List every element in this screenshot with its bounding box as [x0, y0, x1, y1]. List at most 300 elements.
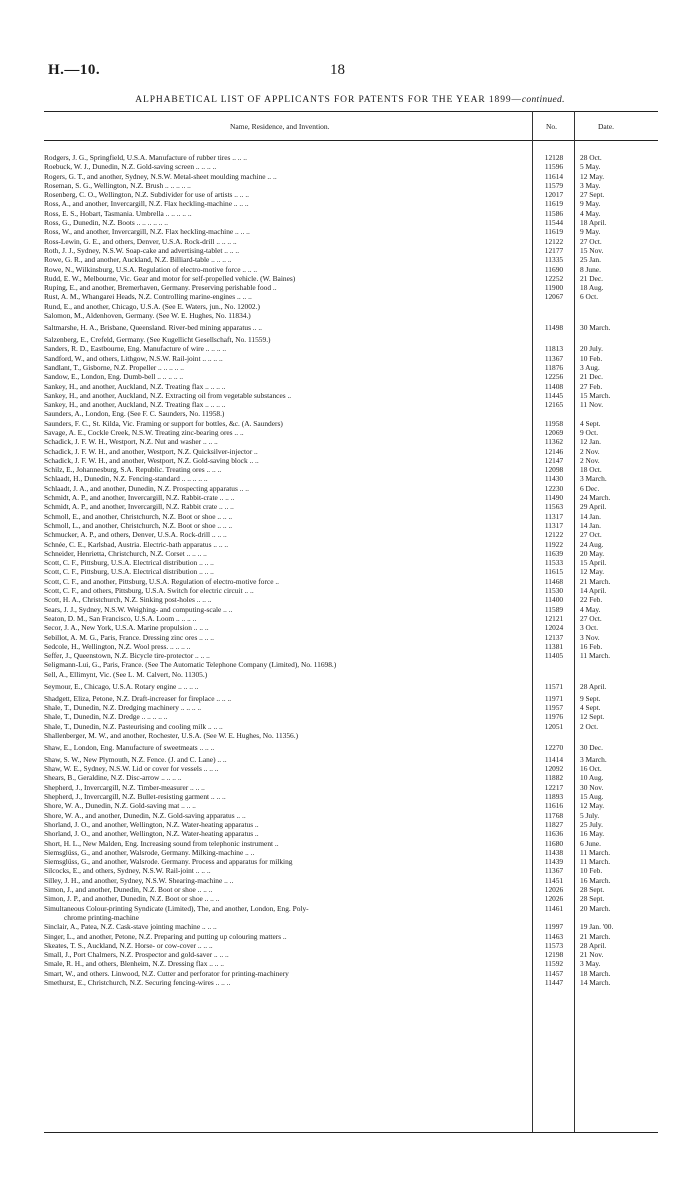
column-header-date: Date.	[598, 122, 615, 131]
list-item	[0, 623, 700, 632]
patent-number: 11438	[544, 847, 564, 857]
application-date: 3 Aug.	[580, 362, 600, 372]
applicant-entry: Sandlant, T., Gisborne, N.Z. Propeller .. .. .. .. ..	[44, 362, 184, 372]
patent-number: 12024	[544, 623, 564, 633]
list-item	[0, 190, 700, 199]
patent-number: 12128	[544, 153, 564, 162]
applicant-entry: Schlaadt, J. A., and another, Dunedin, N.Z. Prospecting apparatus .. ..	[44, 483, 249, 493]
list-item	[0, 670, 700, 679]
application-date: 4 Sept.	[580, 418, 601, 428]
applicant-entry: Small, J., Port Chalmers, N.Z. Prospector and gold-saver .. .. ..	[44, 950, 229, 960]
patent-number: 11893	[544, 792, 564, 802]
applicant-entry: Rowe, G. R., and another, Auckland, N.Z. Billiard-table .. .. .. ..	[44, 255, 232, 265]
applicant-entry: Schadick, J. F. W. H., and another, Westport, N.Z. Gold-saving block .. ..	[44, 455, 259, 465]
patent-number: 11813	[544, 344, 564, 354]
list-item	[0, 820, 700, 829]
applicant-entry: Siemsglüss, G., and another, Walsrode, Germany. Milking-machine .. ..	[44, 847, 255, 857]
patent-number: 11445	[544, 390, 564, 400]
list-item	[0, 311, 700, 320]
list-item	[0, 199, 700, 208]
list-item	[0, 153, 700, 162]
list-item	[0, 801, 700, 810]
patent-number: 11317	[544, 520, 564, 530]
header-rule	[44, 140, 658, 141]
patent-number: 11997	[544, 922, 564, 932]
applicant-entry: Smale, R. H., and others, Blenheim, N.Z. Dressing flax .. .. ..	[44, 959, 225, 969]
patent-number: 12217	[544, 782, 564, 792]
list-item	[0, 344, 700, 353]
applicant-entry: Schilz, E., Johannesburg, S.A. Republic. Treating ores .. .. ..	[44, 465, 222, 475]
patent-number: 11768	[544, 810, 564, 820]
list-title	[0, 95, 700, 105]
application-date: 25 Jan.	[580, 255, 601, 265]
application-date: 16 Oct.	[580, 764, 602, 774]
application-date: 28 Oct.	[580, 153, 602, 162]
patent-number: 11533	[544, 558, 564, 568]
applicant-entry: Ross, E. S., Hobart, Tasmania. Umbrella .. .. .. .. ..	[44, 208, 192, 218]
list-item	[0, 354, 700, 363]
list-item	[0, 292, 700, 301]
application-date: 12 Sept.	[580, 712, 605, 722]
list-item	[0, 586, 700, 595]
applicant-entry: Shears, B., Geraldine, N.Z. Disc-arrow .. .. .. ..	[44, 773, 182, 783]
application-date: 20 July.	[580, 344, 603, 354]
application-date: 2 Nov.	[580, 455, 600, 465]
application-date: 3 March.	[580, 754, 607, 764]
list-item	[0, 465, 700, 474]
application-date: 12 May.	[580, 171, 605, 181]
patent-number: 12256	[544, 372, 564, 382]
list-item	[0, 456, 700, 465]
applicant-entry: Savage, A. E., Cockle Creek, N.S.W. Treating zinc-bearing ores .. ..	[44, 428, 244, 437]
application-date: 15 March.	[580, 390, 611, 400]
patent-number: 11616	[544, 801, 564, 811]
applicant-entry: Schmoll, E., and another, Christchurch, N.Z. Boot or shoe .. .. ..	[44, 511, 233, 521]
patent-number: 11468	[544, 576, 564, 586]
patent-number: 11900	[544, 283, 564, 293]
list-item	[0, 162, 700, 171]
applicant-entry: Sandow, E., London, Eng. Dumb-bell .. .. .. .. ..	[44, 372, 184, 382]
applicant-entry: Sell, A., Ellimynt, Vic. (See L. M. Calvert, No. 11305.)	[44, 669, 208, 679]
applicant-entry: Roseman, S. G., Wellington, N.Z. Brush .. .. .. .. ..	[44, 180, 191, 190]
application-date: 15 April.	[580, 558, 607, 568]
patent-number: 11636	[544, 829, 564, 839]
list-item	[0, 227, 700, 236]
applicant-entry: Ross, A., and another, Invercargill, N.Z. Flax heckling-machine .. .. ..	[44, 199, 249, 209]
list-item	[0, 605, 700, 614]
applicant-entry: Shorland, J. O., and another, Wellington, N.Z. Water-heating apparatus ..	[44, 829, 259, 839]
application-date: 15 Aug.	[580, 792, 604, 802]
patent-number: 11690	[544, 264, 564, 274]
patent-number: 11447	[544, 978, 564, 987]
list-item	[0, 382, 700, 391]
patent-number: 11614	[544, 171, 564, 181]
patent-number: 12122	[544, 236, 564, 246]
patent-number: 12026	[544, 894, 564, 904]
column-header-no: No.	[546, 122, 558, 131]
applicant-entry: Scott, C. F., Pittsburg, U.S.A. Electrical distribution .. .. ..	[44, 567, 214, 577]
patent-number: 11615	[544, 567, 564, 577]
list-item	[0, 246, 700, 255]
application-date: 30 March.	[580, 323, 611, 333]
list-item	[0, 521, 700, 530]
applicant-entry: Sankey, H., and another, Auckland, N.Z. Treating flax .. .. .. ..	[44, 400, 226, 410]
list-item	[0, 502, 700, 511]
patent-number: 12137	[544, 632, 564, 642]
patent-number: 11451	[544, 875, 564, 885]
application-date: 6 Oct.	[580, 292, 599, 302]
top-rule	[44, 111, 658, 112]
list-item	[0, 712, 700, 721]
applicant-entry: Sears, J. J., Sydney, N.S.W. Weighing- and computing-scale .. ..	[44, 604, 233, 614]
patent-number: 11958	[544, 418, 564, 428]
applicant-entry: Short, H. L., New Malden, Eng. Increasing sound from telephonic instrument ..	[44, 838, 279, 848]
list-item	[0, 595, 700, 604]
column-header-name: Name, Residence, and Invention.	[230, 122, 330, 131]
list-item	[0, 540, 700, 549]
patent-number: 11544	[544, 218, 564, 228]
patent-number: 11367	[544, 866, 564, 876]
applicant-entry: Saunders, F. C., St. Kilda, Vic. Framing or support for bottles, &c. (A. Saunders)	[44, 418, 283, 428]
list-item	[0, 642, 700, 651]
applicant-entry: Smart, W., and others. Linwood, N.Z. Cutter and perforator for printing-machinery	[44, 968, 289, 978]
list-item	[0, 679, 700, 694]
application-date: 14 March.	[580, 978, 611, 987]
application-date: 6 Dec.	[580, 483, 600, 493]
list-item	[0, 740, 700, 755]
patent-number: 11586	[544, 208, 564, 218]
applicant-entry: Seligmann-Lui, G., Paris, France. (See The Automatic Telephone Company (Limited), No. 11698.)	[44, 660, 337, 670]
list-item	[0, 181, 700, 190]
application-date: 4 May.	[580, 604, 601, 614]
application-date: 6 June.	[580, 838, 601, 848]
application-date: 14 Jan.	[580, 520, 601, 530]
applicant-entry: Shaw, S. W., New Plymouth, N.Z. Fence. (J. and C. Lane) .. ..	[44, 754, 227, 764]
application-date: 27 Feb.	[580, 381, 603, 391]
list-item	[0, 567, 700, 576]
patent-number: 11457	[544, 968, 564, 978]
application-date: 28 Sept.	[580, 894, 605, 904]
applicant-entry: Sedcole, H., Wellington, N.Z. Wool press. .. .. .. ..	[44, 641, 191, 651]
application-date: 24 Aug.	[580, 539, 604, 549]
applicant-entry: Roth, J. J., Sydney, N.S.W. Soap-cake and advertising-tablet .. .. ..	[44, 245, 240, 255]
list-item	[0, 660, 700, 669]
applicant-entry: Schmidt, A. P., and another, Invercargill, N.Z. Rabbit crate .. .. ..	[44, 502, 234, 512]
patent-number: 11976	[544, 712, 564, 722]
application-date: 21 Dec.	[580, 372, 603, 382]
applicant-entry: Shale, T., Dunedin, N.Z. Dredge .. .. .. .. ..	[44, 712, 168, 722]
application-date: 28 Sept.	[580, 885, 605, 895]
applicant-entry: Sinclair, A., Patea, N.Z. Cask-stave jointing machine .. .. ..	[44, 922, 217, 932]
applicant-list	[0, 153, 700, 987]
list-item	[0, 549, 700, 558]
application-date: 12 May.	[580, 801, 605, 811]
list-item	[0, 474, 700, 483]
application-date: 5 July.	[580, 810, 600, 820]
applicant-entry: Seffer, J., Queenstown, N.Z. Bicycle tire-protector .. .. ..	[44, 651, 210, 661]
list-item	[0, 773, 700, 782]
list-item	[0, 614, 700, 623]
applicant-entry: Rowe, N., Wilkinsburg, U.S.A. Regulation of electro-motive force .. .. ..	[44, 264, 258, 274]
patent-number: 11827	[544, 819, 564, 829]
applicant-entry: Schnée, C. E., Karlsbad, Austria. Electric-bath apparatus .. .. ..	[44, 539, 229, 549]
applicant-entry: Scott, C. F., and others, Pittsburg, U.S.A. Switch for electric circuit .. ..	[44, 586, 254, 596]
patent-number: 11400	[544, 595, 564, 605]
applicant-entry: Simultaneous Colour-printing Syndicate (Limited), The, and another, London, Eng. Poly-	[44, 903, 309, 913]
list-item	[0, 722, 700, 731]
patent-number: 12121	[544, 613, 564, 623]
applicant-entry: Secor, J. A., New York, U.S.A. Marine propulsion .. .. ..	[44, 623, 209, 633]
list-item	[0, 320, 700, 335]
application-date: 18 Oct.	[580, 465, 602, 475]
list-item	[0, 255, 700, 264]
list-item	[0, 950, 700, 959]
applicant-entry: Smethurst, E., Christchurch, N.Z. Securing fencing-wires .. .. ..	[44, 978, 231, 987]
patent-number: 12270	[544, 742, 564, 752]
applicant-entry: Roebuck, W. J., Dunedin, N.Z. Gold-saving screen .. .. .. ..	[44, 162, 217, 172]
application-date: 10 Feb.	[580, 866, 603, 876]
application-date: 3 March.	[580, 474, 607, 484]
list-item	[0, 633, 700, 642]
applicant-entry: Ross, W., and another, Invercargill, N.Z. Flax heckling-machine .. .. ..	[44, 227, 250, 237]
list-item	[0, 391, 700, 400]
application-date: 20 March.	[580, 903, 611, 913]
applicant-entry: Seaton, D. M., San Francisco, U.S.A. Loom .. .. .. ..	[44, 613, 197, 623]
application-date: 24 March.	[580, 493, 611, 503]
patent-number: 11439	[544, 857, 564, 867]
patent-number: 12122	[544, 530, 564, 540]
list-item	[0, 857, 700, 866]
list-item	[0, 209, 700, 218]
application-date: 21 March.	[580, 576, 611, 586]
application-date: 21 Dec.	[580, 273, 603, 283]
list-item	[0, 904, 700, 913]
list-item	[0, 558, 700, 567]
applicant-entry: Sankey, H., and another, Auckland, N.Z. Treating flax .. .. .. ..	[44, 381, 226, 391]
patent-number: 11563	[544, 502, 564, 512]
patent-number: 11639	[544, 548, 564, 558]
applicant-entry: Scott, C. F., and another, Pittsburg, U.S.A. Regulation of electro-motive force ..	[44, 576, 280, 586]
application-date: 16 Feb.	[580, 641, 603, 651]
list-item	[0, 512, 700, 521]
list-item	[0, 731, 700, 740]
list-item	[0, 265, 700, 274]
patent-number: 12198	[544, 950, 564, 960]
application-date: 3 May.	[580, 180, 601, 190]
application-date: 9 Sept.	[580, 693, 601, 703]
applicant-entry: chrome printing-machine	[64, 912, 139, 922]
applicant-entry: Shaw, W. E., Sydney, N.S.W. Lid or cover for vessels .. .. ..	[44, 764, 219, 774]
patent-number: 11317	[544, 511, 564, 521]
application-date: 15 Nov.	[580, 245, 604, 255]
patent-number: 12069	[544, 428, 564, 437]
application-date: 9 Oct.	[580, 428, 599, 437]
application-date: 16 May.	[580, 829, 605, 839]
application-date: 22 Feb.	[580, 595, 603, 605]
application-date: 27 Sept.	[580, 190, 605, 200]
list-item	[0, 703, 700, 712]
applicant-entry: Schmidt, A. P., and another, Invercargill, N.Z. Rabbit-crate .. .. ..	[44, 493, 235, 503]
application-date: 19 Jan. '00.	[580, 922, 614, 932]
patent-number: 11461	[544, 903, 564, 913]
application-date: 14 Jan.	[580, 511, 601, 521]
applicant-entry: Shorland, J. O., and another, Wellington, N.Z. Water-heating apparatus ..	[44, 819, 259, 829]
list-item	[0, 885, 700, 894]
bottom-rule	[44, 1132, 658, 1133]
list-item	[0, 372, 700, 381]
application-date: 28 April.	[580, 681, 607, 691]
patent-number: 12177	[544, 245, 564, 255]
application-date: 11 March.	[580, 651, 611, 661]
patent-number: 11882	[544, 773, 564, 783]
patent-number: 12252	[544, 273, 564, 283]
application-date: 5 May.	[580, 162, 601, 172]
application-date: 4 May.	[580, 208, 601, 218]
list-item	[0, 694, 700, 703]
patent-number: 11573	[544, 940, 564, 950]
patent-number: 11680	[544, 838, 564, 848]
applicant-entry: Saunders, A., London, Eng. (See F. C. Saunders, No. 11958.)	[44, 409, 225, 419]
application-date: 27 Oct.	[580, 530, 602, 540]
application-date: 29 April.	[580, 502, 607, 512]
applicant-entry: Shallenberger, M. W., and another, Rochester, U.S.A. (See W. E. Hughes, No. 11356.)	[44, 730, 299, 740]
list-item	[0, 283, 700, 292]
page-header-left: H.—10.	[48, 62, 101, 78]
list-item	[0, 764, 700, 773]
list-title-main: ALPHABETICAL LIST OF APPLICANTS FOR PATENTS FOR THE YEAR 1899—	[135, 95, 522, 105]
list-item	[0, 922, 700, 931]
application-date: 2 Nov.	[580, 446, 600, 456]
application-date: 8 June.	[580, 264, 601, 274]
applicant-entry: Ross, G., Dunedin, N.Z. Boots .. .. .. .. .. ..	[44, 218, 169, 228]
application-date: 3 Oct.	[580, 623, 599, 633]
application-date: 27 Oct.	[580, 613, 602, 623]
application-date: 12 Jan.	[580, 437, 601, 447]
patent-number: 12026	[544, 885, 564, 895]
patent-number: 12051	[544, 721, 564, 731]
application-date: 11 Nov.	[580, 400, 604, 410]
list-item	[0, 932, 700, 941]
patent-number: 11414	[544, 754, 564, 764]
patent-number: 11596	[544, 162, 564, 172]
patent-number: 12017	[544, 190, 564, 200]
patent-number: 11619	[544, 199, 564, 209]
applicant-entry: Shepherd, J., Invercargill, N.Z. Timber-measurer .. .. ..	[44, 782, 205, 792]
applicant-entry: Salomon, M., Aldenhoven, Germany. (See W. E. Hughes, No. 11834.)	[44, 311, 251, 321]
list-item	[0, 913, 700, 922]
application-date: 12 May.	[580, 567, 605, 577]
list-item	[0, 419, 700, 428]
list-item	[0, 839, 700, 848]
application-date: 11 March.	[580, 847, 611, 857]
patent-number: 11876	[544, 362, 564, 372]
list-item	[0, 894, 700, 903]
applicant-entry: Schadick, J. F. W. H., Westport, N.Z. Nut and washer .. .. ..	[44, 437, 218, 447]
list-title-suffix: continued.	[521, 95, 565, 105]
application-date: 16 March.	[580, 875, 611, 885]
applicant-entry: Shale, T., Dunedin, N.Z. Dredging machinery .. .. .. ..	[44, 703, 202, 712]
applicant-entry: Rund, E., and another, Chicago, U.S.A. (See E. Waters, jun., No. 12002.)	[44, 301, 260, 311]
applicant-entry: Saltmarshe, H. A., Brisbane, Queensland. River-bed mining apparatus .. ..	[44, 323, 263, 333]
applicant-entry: Schneider, Henrietta, Christchurch, N.Z. Corset .. .. .. ..	[44, 548, 207, 558]
list-item	[0, 941, 700, 950]
patent-number: 11571	[544, 681, 564, 691]
list-item	[0, 363, 700, 372]
applicant-entry: Sandford, W., and others, Lithgow, N.S.W. Rail-joint .. .. .. ..	[44, 353, 223, 363]
list-item	[0, 792, 700, 801]
patent-number: 11957	[544, 703, 564, 712]
list-item	[0, 876, 700, 885]
applicant-entry: Rosenberg, C. O., Wellington, N.Z. Subdivider for use of artists .. .. ..	[44, 190, 250, 200]
list-item	[0, 400, 700, 409]
applicant-entry: Rudd, E. W., Melbourne, Vic. Gear and motor for self-propelled vehicle. (W. Baines)	[44, 273, 296, 283]
patent-number: 11922	[544, 539, 564, 549]
patent-number: 11619	[544, 227, 564, 237]
list-item	[0, 335, 700, 344]
list-item	[0, 237, 700, 246]
application-date: 30 Dec.	[580, 742, 603, 752]
application-date: 21 March.	[580, 931, 611, 941]
applicant-entry: Schmoll, L., and another, Christchurch, N.Z. Boot or shoe .. .. ..	[44, 520, 233, 530]
application-date: 18 March.	[580, 968, 611, 978]
applicant-entry: Shale, T., Dunedin, N.Z. Pasteurising and cooling milk .. .. ..	[44, 721, 223, 731]
list-item	[0, 493, 700, 502]
patent-number: 12067	[544, 292, 564, 302]
applicant-entry: Simon, J. P., and another, Dunedin, N.Z. Boot or shoe .. .. ..	[44, 894, 220, 904]
patent-number: 12092	[544, 764, 564, 774]
patent-number: 11498	[544, 323, 564, 333]
patent-number: 11463	[544, 931, 564, 941]
application-date: 18 April.	[580, 218, 607, 228]
patent-number: 11381	[544, 641, 564, 651]
list-item	[0, 755, 700, 764]
patent-number: 12230	[544, 483, 564, 493]
list-item	[0, 274, 700, 283]
application-date: 18 Aug.	[580, 283, 604, 293]
list-item	[0, 437, 700, 446]
list-item	[0, 959, 700, 968]
application-date: 20 May.	[580, 548, 605, 558]
patent-number: 12146	[544, 446, 564, 456]
list-item	[0, 447, 700, 456]
patent-number: 12165	[544, 400, 564, 410]
list-item	[0, 651, 700, 660]
list-item	[0, 484, 700, 493]
patent-number: 11405	[544, 651, 564, 661]
application-date: 9 May.	[580, 199, 601, 209]
list-item	[0, 866, 700, 875]
page-number: 18	[330, 62, 345, 78]
applicant-entry: Siemsglüss, G., and another, Walsrode. Germany. Process and apparatus for milking	[44, 857, 293, 867]
applicant-entry: Ruping, E., and another, Bremerhaven, Germany. Preserving perishable food ..	[44, 283, 277, 293]
applicant-entry: Sebillot, A. M. G., Paris, France. Dressing zinc ores .. .. ..	[44, 632, 214, 642]
list-item	[0, 969, 700, 978]
patent-number: 11579	[544, 180, 564, 190]
list-item	[0, 530, 700, 539]
applicant-entry: Shaw, E., London, Eng. Manufacture of sweetmeats .. .. ..	[44, 742, 215, 752]
application-date: 27 Oct.	[580, 236, 602, 246]
application-date: 3 May.	[580, 959, 601, 969]
applicant-entry: Shore, W. A., and another, Dunedin, N.Z. Gold-saving apparatus .. ..	[44, 810, 246, 820]
list-item	[0, 428, 700, 437]
applicant-entry: Salzenberg, E., Crefeld, Germany. (See Kugellicht Gesellschaft, No. 11559.)	[44, 335, 271, 345]
applicant-entry: Silley, J. H., and another, Sydney, N.S.W. Shearing-machine .. ..	[44, 875, 234, 885]
applicant-entry: Silcocks, E., and others, Sydney, N.S.W. Rail-joint .. .. ..	[44, 866, 211, 876]
patent-number: 11367	[544, 353, 564, 363]
applicant-entry: Schmucker, A. P., and others, Denver, U.S.A. Rock-drill .. .. ..	[44, 530, 227, 540]
applicant-entry: Sankey, H., and another, Auckland, N.Z. Extracting oil from vegetable substances ..	[44, 390, 292, 400]
applicant-entry: Shore, W. A., Dunedin, N.Z. Gold-saving mat .. .. ..	[44, 801, 196, 811]
